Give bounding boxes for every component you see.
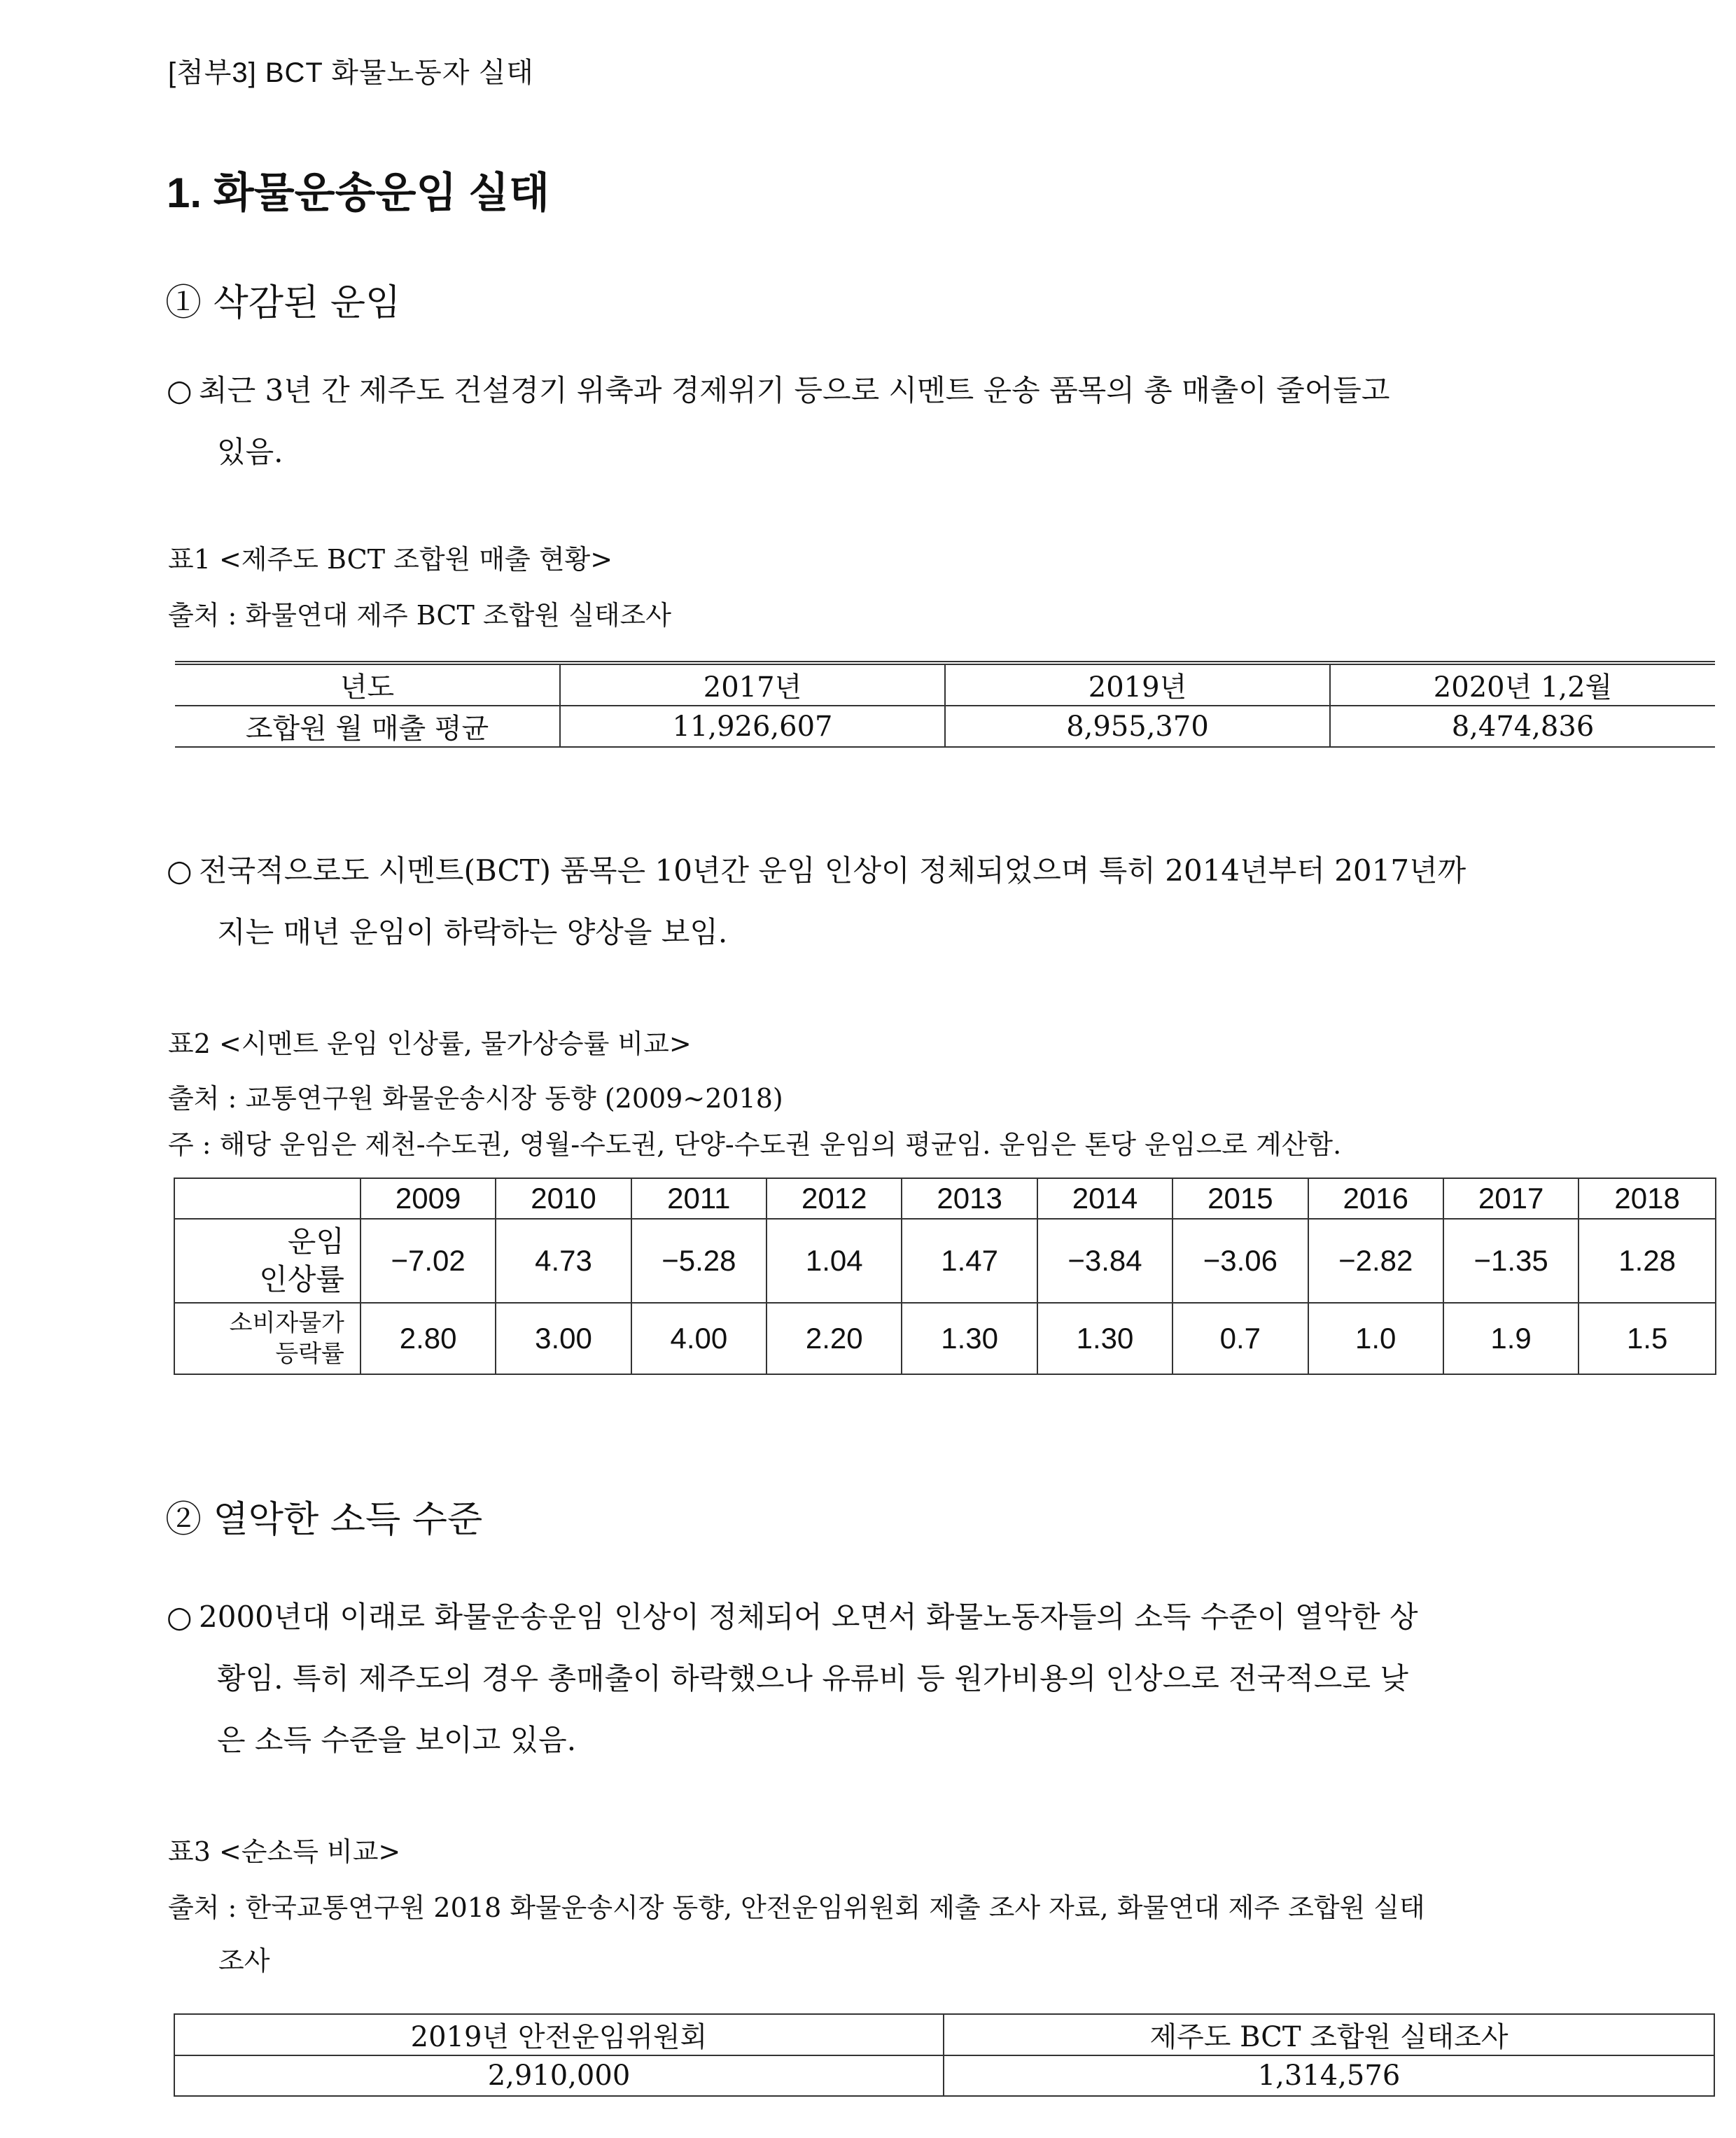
table-row-freight-rate xyxy=(174,1219,1716,1303)
paragraph-1 xyxy=(167,360,1390,483)
table-1-source: 출처 : 화물연대 제주 BCT 조합원 실태조사 xyxy=(168,600,671,631)
table-header-cell: 2020년 1,2월 xyxy=(1330,663,1715,706)
table-3-net-income xyxy=(174,2013,1715,2097)
year-header-cell: 2012 xyxy=(766,1178,902,1219)
table-header-row xyxy=(174,1178,1716,1219)
table-2-rates xyxy=(174,1178,1716,1375)
table-3-source-line-1: 출처 : 한국교통연구원 2018 화물운송시장 동향, 안전운임위원회 제출 조사 자료, 화물연대 제주 조합원 실태 xyxy=(168,1892,1425,1923)
row-label xyxy=(174,1303,360,1374)
year-header-cell: 2018 xyxy=(1578,1178,1716,1219)
year-header-cell: 2017 xyxy=(1443,1178,1578,1219)
year-header-cell: 2010 xyxy=(496,1178,631,1219)
table-cell: 1.28 xyxy=(1578,1219,1716,1303)
table-cell: 2,910,000 xyxy=(174,2055,944,2096)
table-2-source: 출처 : 교통연구원 화물운송시장 동향 (2009~2018) xyxy=(168,1083,783,1114)
paragraph-3-text-1: 2000년대 이래로 화물운송운임 인상이 정체되어 오면서 화물노동자들의 소득 수준이 열악한 상 xyxy=(199,1600,1418,1634)
row-label-line: 소비자물가 xyxy=(229,1310,344,1336)
table-header-cell: 2019년 xyxy=(945,663,1330,706)
bullet-icon: ○ xyxy=(167,1600,192,1634)
table-cell: 1.30 xyxy=(902,1303,1037,1374)
subsection-title-2: ② 열악한 소득 수준 xyxy=(165,1499,483,1541)
table-cell: 4.73 xyxy=(496,1219,631,1303)
paragraph-3-line-1 xyxy=(167,1586,1418,1648)
table-cell: 0.7 xyxy=(1172,1303,1308,1374)
table-cell: 3.00 xyxy=(496,1303,631,1374)
table-cell: −2.82 xyxy=(1308,1219,1443,1303)
table-cell: 11,926,607 xyxy=(560,706,945,747)
year-header-cell: 2009 xyxy=(360,1178,496,1219)
paragraph-2-line-2: 지는 매년 운임이 하락하는 양상을 보임. xyxy=(217,915,728,949)
table-cell: 1.47 xyxy=(902,1219,1037,1303)
table-cell: 1.0 xyxy=(1308,1303,1443,1374)
table-row xyxy=(174,2055,1714,2096)
table-cell: 1.9 xyxy=(1443,1303,1578,1374)
table-header-row xyxy=(174,2014,1714,2055)
table-3-caption: 표3 <순소득 비교> xyxy=(168,1836,401,1867)
table-header-cell: 제주도 BCT 조합원 실태조사 xyxy=(944,2014,1714,2055)
table-1-caption: 표1 <제주도 BCT 조합원 매출 현황> xyxy=(168,544,613,575)
table-cell: 조합원 월 매출 평균 xyxy=(175,706,560,747)
table-cell: 1,314,576 xyxy=(944,2055,1714,2096)
subsection-title-1: ① 삭감된 운임 xyxy=(165,282,401,324)
year-header-cell: 2013 xyxy=(902,1178,1037,1219)
table-cell: −7.02 xyxy=(360,1219,496,1303)
year-header-cell: 2016 xyxy=(1308,1178,1443,1219)
paragraph-2-line-1 xyxy=(167,840,1466,902)
paragraph-2 xyxy=(167,840,1466,963)
table-header-row xyxy=(175,663,1715,706)
paragraph-2-text-1: 전국적으로도 시멘트(BCT) 품목은 10년간 운임 인상이 정체되었으며 특히 2014년부터 2017년까 xyxy=(199,853,1466,888)
table-corner-cell xyxy=(174,1178,360,1219)
table-cell: 8,955,370 xyxy=(945,706,1330,747)
table-cell: 2.20 xyxy=(766,1303,902,1374)
row-label xyxy=(174,1219,360,1303)
attachment-header: [첨부3] BCT 화물노동자 실태 xyxy=(168,57,534,88)
table-2-caption: 표2 <시멘트 운임 인상률, 물가상승률 비교> xyxy=(168,1028,692,1059)
paragraph-3-line-2: 황임. 특히 제주도의 경우 총매출이 하락했으나 유류비 등 원가비용의 인상으로 전국적으로 낮 xyxy=(217,1661,1408,1696)
paragraph-1-text-1: 최근 3년 간 제주도 건설경기 위축과 경제위기 등으로 시멘트 운송 품목의 총 매출이 줄어들고 xyxy=(199,373,1390,407)
year-header-cell: 2015 xyxy=(1172,1178,1308,1219)
paragraph-1-line-2: 있음. xyxy=(217,435,284,469)
row-label-line: 운임 xyxy=(287,1225,344,1258)
table-header-cell: 년도 xyxy=(175,663,560,706)
year-header-cell: 2014 xyxy=(1037,1178,1172,1219)
table-header-cell: 2019년 안전운임위원회 xyxy=(174,2014,944,2055)
table-cell: 8,474,836 xyxy=(1330,706,1715,747)
bullet-icon: ○ xyxy=(167,853,192,888)
paragraph-3-line-3: 은 소득 수준을 보이고 있음. xyxy=(217,1723,577,1757)
table-cell: 4.00 xyxy=(631,1303,766,1374)
table-cell: −3.84 xyxy=(1037,1219,1172,1303)
table-1-sales xyxy=(175,661,1715,748)
section-title: 1. 화물운송운임 실태 xyxy=(167,169,550,216)
table-cell: −5.28 xyxy=(631,1219,766,1303)
table-cell: 1.04 xyxy=(766,1219,902,1303)
paragraph-1-line-1 xyxy=(167,360,1390,421)
table-cell: 1.30 xyxy=(1037,1303,1172,1374)
table-cell: −1.35 xyxy=(1443,1219,1578,1303)
year-header-cell: 2011 xyxy=(631,1178,766,1219)
table-cell: 1.5 xyxy=(1578,1303,1716,1374)
paragraph-3 xyxy=(167,1586,1418,1771)
table-cell: −3.06 xyxy=(1172,1219,1308,1303)
table-2-note: 주 : 해당 운임은 제천-수도권, 영월-수도권, 단양-수도권 운임의 평균임. 운임은 톤당 운임으로 계산함. xyxy=(168,1129,1342,1160)
table-header-cell: 2017년 xyxy=(560,663,945,706)
table-3-source-line-2: 조사 xyxy=(218,1945,270,1976)
table-row-cpi xyxy=(174,1303,1716,1374)
bullet-icon: ○ xyxy=(167,373,192,407)
row-label-line: 인상률 xyxy=(259,1263,344,1296)
table-cell: 2.80 xyxy=(360,1303,496,1374)
row-label-line: 등락률 xyxy=(275,1341,344,1367)
table-row xyxy=(175,706,1715,747)
